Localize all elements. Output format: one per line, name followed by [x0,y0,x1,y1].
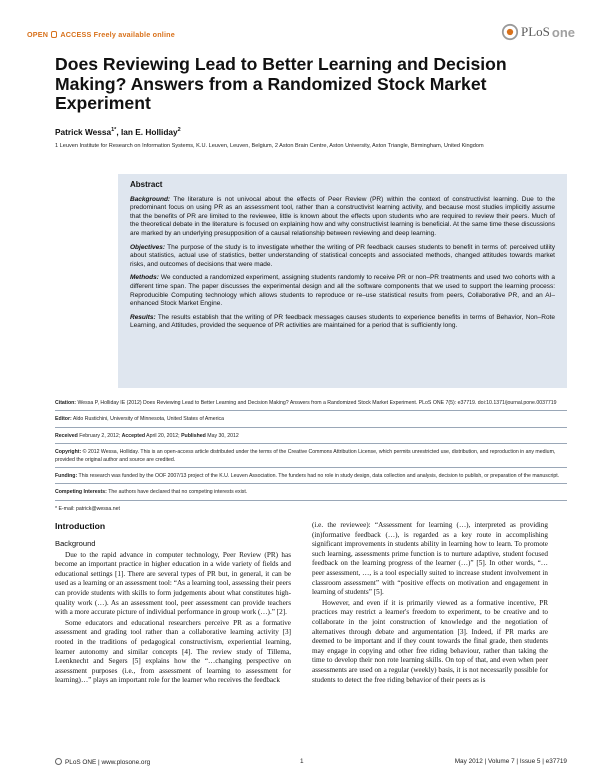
received-label: Received [55,432,78,439]
divider [55,427,567,428]
left-column [55,539,291,687]
abstract-methods [130,274,555,308]
open-label: OPEN [27,30,49,39]
funding-text: This research was funded by the OOF 2007/13 project of the K.U. Leuven Association. The funders had no role in study design, data collection and analysis, decision to publish, or preparation of the manuscript. [77,473,560,480]
published-date: May 30, 2012 [205,432,239,439]
copyright-label: Copyright: [55,449,82,456]
article-title: Does Reviewing Lead to Better Learning and Decision Making? Answers from a Randomized Stock Market Experiment [55,54,507,113]
editor-label: Editor: [55,416,72,423]
background-text: The literature is not univocal about the effects of Peer Review (PR) within the context of constructivist learning. Due to the predominant focus on using PR as an assessment tool, rather than a constructivist learning activity, and because most studies implicitly assume that the benefits of PR are limited to the reviewee, little is known about the effects upon students who are required to review their peers. Much of the theoretical debate in the literature is focused on explaining how and why constructivist learning is beneficial. At the same time these discussions are marked by an underlying presupposition of a causal relationship between reviewing and deep learning. [130,195,555,237]
methods-text: We conducted a randomized experiment, assigning students randomly to receive PR or non–PR treatments and used two cohorts with a different time span. The paper discusses the experimental design and all the software components that we used to support the learning process: Reproducible Computing technology which allows students to reproduce or re–use statistical results from peers, Collaborative PR, and an AI–enhanced Stock Market Engine. [130,274,555,308]
footer-journal-text: PLoS ONE | www.plosone.org [65,759,151,766]
logo-plos: PLoS [520,24,550,39]
right-column [312,521,548,686]
plos-mini-icon [55,758,62,765]
author-name[interactable]: Patrick Wessa [55,127,112,137]
citation-label: Citation: [55,400,77,406]
divider [55,500,567,501]
plos-one-logo[interactable] [501,23,575,41]
dates [55,433,567,440]
affiliations: 1 Leuven Institute for Research on Information Systems, K.U. Leuven, Leuven, Belgium, 2 Aston Brain Centre, Aston University, Aston Triangle, Birmingham, United Kingdom [55,143,484,149]
results-text: The results establish that the writing of PR feedback messages causes students to experience benefits in terms of Behavior, Non–Rote Learning, and Attitudes, provided the sequence of PR activities are maintained for a period that is sufficiently long. [130,313,555,330]
objectives-label: Objectives: [130,243,166,251]
page-number: 1 [300,758,304,765]
email[interactable]: * E-mail: patrick@wessa.net [55,505,120,512]
citation [55,400,567,407]
paragraph: However, and even if it is primarily viewed as a formative incentive, PR practices may restrict a learner's freedom to experiment, to be creative and to collaborate in the joint construction of knowledge and the negotiation of alternatives through debate and argumentation [3]. Indeed, if PR marks are deemed to be important and if they count towards the final grade, then students may engage in copying and other free riding behaviour, rather than taking the time to develop their non rote learning skills. On top of that, and even when peer assessments are used on a regular (weekly) basis, it is not necessarily possible for students to detect the free riding behavior of their peers as is [312,598,548,684]
introduction-heading: Introduction [55,521,106,531]
published-label: Published [181,432,206,439]
author-superscript: 2 [177,127,181,134]
divider [55,483,567,484]
journal-header [27,22,575,50]
article-metadata [55,400,567,515]
accepted-label: Accepted [121,432,145,439]
citation-text[interactable]: Wessa P, Holliday IE (2012) Does Reviewing Lead to Better Learning and Decision Making? Answers from a Randomized Stock Market Experiment. PLoS ONE 7(5): e37719. doi:10.1371/journal.pone.0037719 [76,400,557,406]
copyright [55,449,567,464]
editor [55,416,567,423]
paragraph: (i.e. the reviewee): “Assessment for learning (…), interpreted as providing (in)formative feedback (…), is regarded as a key route in accomplishing significant improvements in students ability in learning how to learn. To promote such learning, assessments prime function is to nurture adaptive, student focused feedback on the learning progress of the learner (…)” [5]. In other words, “…peer assessment, …, is a tool especially suited to increase student involvement in classroom assessment” with “positive effects on motivation and engagement in learning of students” [5]. [312,521,548,597]
competing-interests [55,489,567,496]
author-superscript: 1* [111,127,117,134]
footer-issue: May 2012 | Volume 7 | Issue 5 | e37719 [454,758,567,765]
abstract-results [130,314,555,331]
open-access-badge[interactable] [27,30,175,39]
access-label: ACCESS [60,30,92,39]
logo-one: one [551,24,575,40]
background-label: Background: [130,195,171,203]
divider [55,467,567,468]
divider [55,443,567,444]
results-label: Results: [130,313,156,321]
background-heading: Background [55,539,96,548]
accepted-date: April 20, 2012; [145,432,182,439]
open-lock-icon [51,31,57,38]
paragraph: Due to the rapid advance in computer technology, Peer Review (PR) has become an important practice in higher education in a wide variety of fields and educational settings [1]. There are several types of PR but, in general, it can be used as a learning or an assessment tool: “As a learning tool, assessing their peers can provide students with skills to form judgements about what constitutes high-quality work (…). As an assessment tool, peer assessment can provide teachers with a more accurate picture of individual performance in group work (…).” [2]. [55,550,291,617]
competing-label: Competing Interests: [55,489,107,496]
competing-text: The authors have declared that no competing interests exist. [106,489,248,496]
abstract-box [118,174,567,388]
divider [55,410,567,411]
footer-journal[interactable] [55,758,150,766]
paragraph: Some educators and educational researchers perceive PR as a formative assessment and grading tool rather than a collaborative learning activity [3] rooted in the traditions of pedagogical constructivism, experiential learning, learner autonomy and similar concepts [4]. The review study of Tillema, Leenknecht and Segers [5] explains how the “…changing perspective on assessment purposes (i.e., from assessment of learning to assessment for learning)…” plays an important role for the learner who receives the feedback [55,618,291,685]
plos-circle-icon [501,23,519,41]
funding-label: Funding: [55,473,78,480]
author-separator: , [116,127,121,137]
abstract-heading: Abstract [130,180,163,189]
objectives-text: The purpose of the study is to investigate whether the writing of PR feedback causes students to benefit in terms of: perceived utility about statistics, actual use of statistics, better understanding of statistical concepts and associated methods, changed attitudes towards market risks, and outcomes of decisions that were made. [130,243,555,268]
methods-label: Methods: [130,274,159,282]
editor-text: Aldo Rustichini, University of Minnesota, United States of America [71,416,224,423]
author-name[interactable]: Ian E. Holliday [120,127,178,137]
funding [55,473,567,480]
copyright-text: © 2012 Wessa, Holliday. This is an open-access article distributed under the terms of the Creative Commons Attribution License, which permits unrestricted use, distribution, and reproduction in any medium, provided the original author and source are credited. [55,449,556,463]
received-date: February 2, 2012; [77,432,122,439]
abstract-objectives [130,244,555,270]
abstract-background [130,196,555,239]
freely-available-label: Freely available online [93,30,175,39]
author-list [55,127,181,137]
